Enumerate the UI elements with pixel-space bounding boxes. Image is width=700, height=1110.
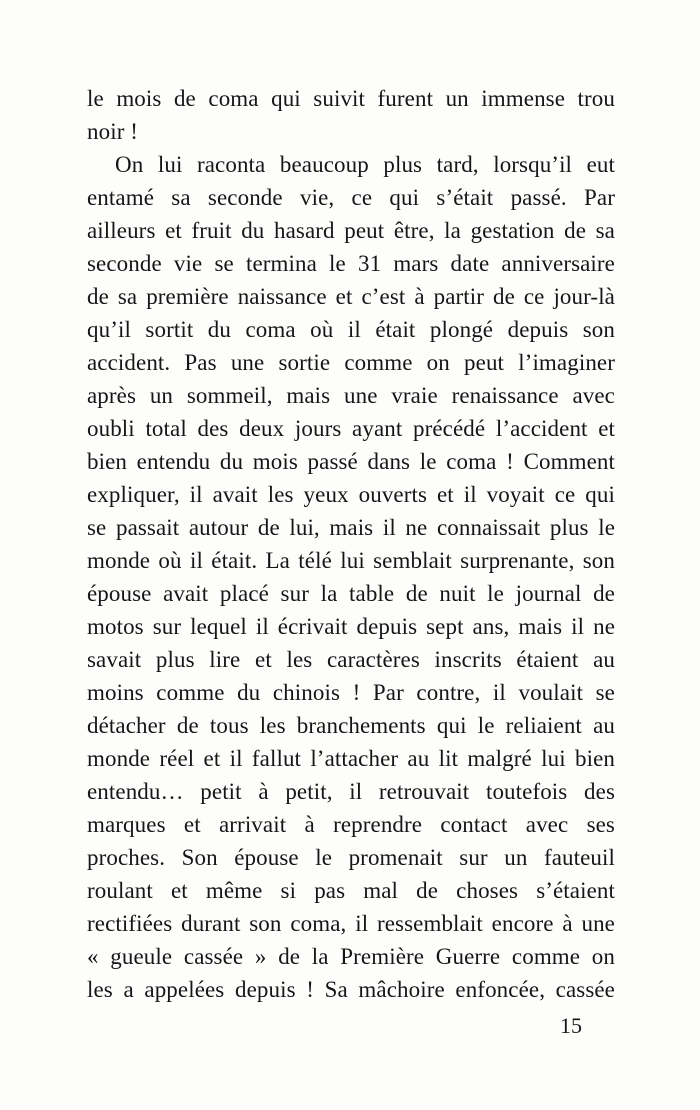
- text-line: proches. Son épouse le promenait sur un fauteuil: [87, 845, 615, 870]
- text-line: bien entendu du mois passé dans le coma ! Comment: [87, 449, 615, 474]
- body-text-column: [87, 82, 615, 1006]
- page-number: 15: [560, 1013, 582, 1038]
- text-line: oubli total des deux jours ayant précédé l’accident et: [87, 416, 615, 441]
- text-line: noir !: [87, 119, 139, 144]
- text-line: accident. Pas une sortie comme on peut l’imaginer: [87, 350, 615, 375]
- text-line: qu’il sortit du coma où il était plongé depuis son: [87, 317, 615, 342]
- text-line: détacher de tous les branchements qui le reliaient au: [87, 713, 615, 738]
- text-line: On lui raconta beaucoup plus tard, lorsqu’il eut: [115, 152, 615, 177]
- text-line: ailleurs et fruit du hasard peut être, la gestation de sa: [87, 218, 615, 243]
- text-line: « gueule cassée » de la Première Guerre comme on: [87, 944, 615, 969]
- text-line: le mois de coma qui suivit furent un immense trou: [87, 86, 615, 111]
- text-line: motos sur lequel il écrivait depuis sept ans, mais il ne: [87, 614, 615, 639]
- text-line: entendu… petit à petit, il retrouvait toutefois des: [87, 779, 615, 804]
- text-line: seconde vie se termina le 31 mars date anniversaire: [87, 251, 615, 276]
- text-line: après un sommeil, mais une vraie renaissance avec: [87, 383, 615, 408]
- text-line: entamé sa seconde vie, ce qui s’était passé. Par: [87, 185, 615, 210]
- text-line: les a appelées depuis ! Sa mâchoire enfoncée, cassée: [87, 977, 615, 1002]
- text-line: épouse avait placé sur la table de nuit le journal de: [87, 581, 615, 606]
- text-line: monde où il était. La télé lui semblait surprenante, son: [87, 548, 615, 573]
- text-line: expliquer, il avait les yeux ouverts et il voyait ce qui: [87, 482, 615, 507]
- text-line: rectifiées durant son coma, il ressemblait encore à une: [87, 911, 615, 936]
- text-line: moins comme du chinois ! Par contre, il voulait se: [87, 680, 615, 705]
- text-line: de sa première naissance et c’est à partir de ce jour-là: [87, 284, 615, 309]
- text-line: savait plus lire et les caractères inscrits étaient au: [87, 647, 615, 672]
- text-line: marques et arrivait à reprendre contact avec ses: [87, 812, 615, 837]
- text-line: roulant et même si pas mal de choses s’étaient: [87, 878, 615, 903]
- text-line: se passait autour de lui, mais il ne connaissait plus le: [87, 515, 615, 540]
- text-line: monde réel et il fallut l’attacher au lit malgré lui bien: [87, 746, 615, 771]
